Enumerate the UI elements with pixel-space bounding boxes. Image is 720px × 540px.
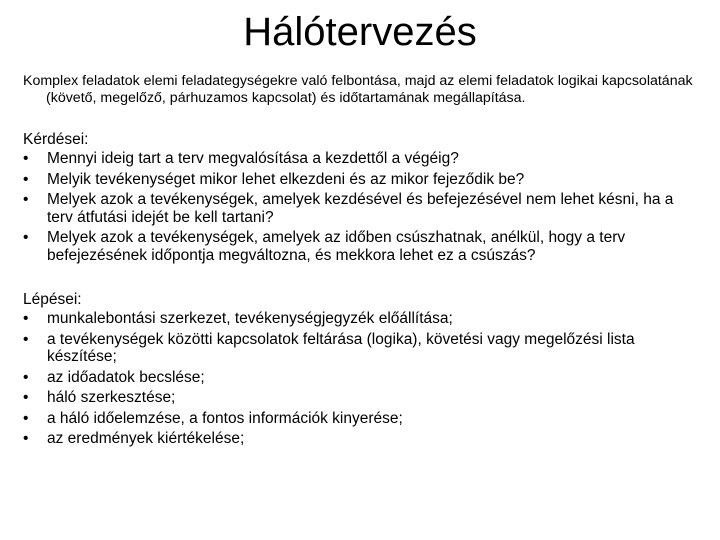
bullet-icon: • bbox=[23, 191, 29, 208]
steps-section bbox=[23, 290, 703, 451]
step-text: a tevékenységek közötti kapcsolatok feltárása (logika), követési vagy megelőzési lista készítése; bbox=[47, 330, 635, 365]
list-item bbox=[23, 389, 703, 407]
questions-heading: Kérdései: bbox=[23, 131, 89, 148]
step-text: a háló időelemzése, a fontos információk kinyerése; bbox=[47, 409, 403, 427]
question-text: Melyek azok a tevékenységek, amelyek kezdésével és befejezésével nem lehet késni, ha a terv átfutási idejét be kell tartani? bbox=[47, 191, 674, 226]
bullet-icon: • bbox=[23, 389, 29, 406]
question-text: Mennyi ideig tart a terv megvalósítása a kezdettől a végéig? bbox=[47, 150, 459, 167]
list-item bbox=[23, 171, 703, 189]
list-item bbox=[23, 150, 703, 168]
list-item bbox=[23, 331, 703, 366]
list-item bbox=[23, 430, 703, 448]
bullet-icon: • bbox=[23, 430, 29, 447]
bullet-icon: • bbox=[23, 170, 29, 188]
bullet-icon: • bbox=[23, 310, 29, 327]
questions-section bbox=[23, 130, 703, 267]
step-text: az eredmények kiértékelése; bbox=[47, 430, 245, 447]
steps-heading: Lépései: bbox=[23, 291, 82, 308]
intro-paragraph: Komplex feladatok elemi feladategységekre való felbontása, majd az elemi feladatok logikai kapcsolatának (követő, megelőző, párhuzamos kapcsolat) és időtartamának megállapítása. bbox=[23, 73, 693, 106]
step-text: az időadatok becslése; bbox=[47, 368, 205, 386]
bullet-icon: • bbox=[23, 150, 29, 167]
list-item bbox=[23, 229, 703, 264]
bullet-icon: • bbox=[23, 368, 29, 386]
list-item bbox=[23, 410, 703, 428]
step-text: háló szerkesztése; bbox=[47, 389, 176, 406]
list-item bbox=[23, 191, 703, 226]
steps-list bbox=[23, 310, 703, 448]
list-item bbox=[23, 369, 703, 387]
list-item bbox=[23, 310, 703, 328]
questions-list bbox=[23, 150, 703, 264]
question-text: Melyek azok a tevékenységek, amelyek az időben csúszhatnak, anélkül, hogy a terv befejezésének időpontja megváltozna, és mekkora lehet ez a csúszás? bbox=[47, 229, 626, 264]
bullet-icon: • bbox=[23, 229, 29, 246]
slide-title: Hálótervezés bbox=[243, 10, 477, 54]
bullet-icon: • bbox=[23, 409, 29, 427]
step-text: munkalebontási szerkezet, tevékenységjegyzék előállítása; bbox=[47, 310, 453, 327]
question-text: Melyik tevékenységet mikor lehet elkezdeni és az mikor fejeződik be? bbox=[47, 170, 525, 188]
bullet-icon: • bbox=[23, 330, 29, 348]
